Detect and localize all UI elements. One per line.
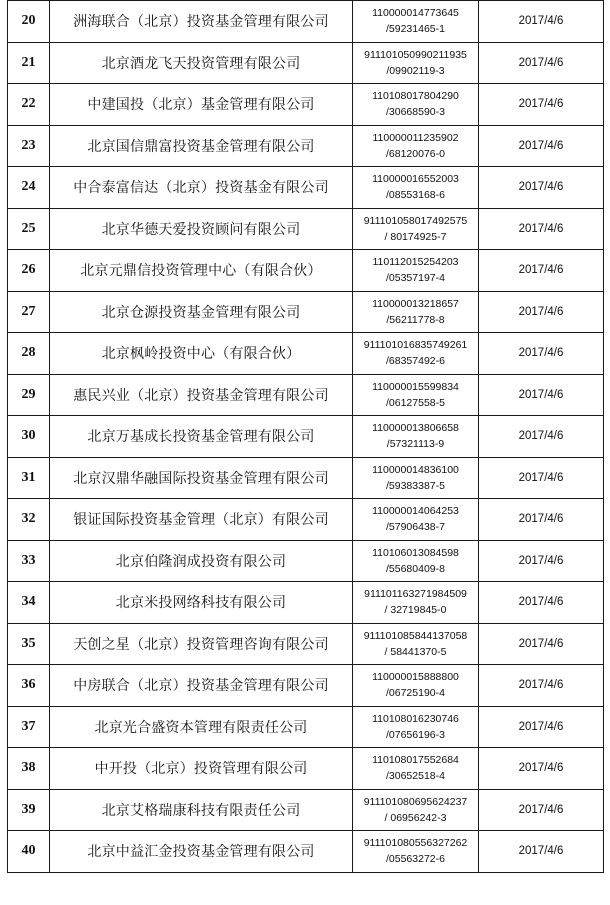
company-name: 北京中益汇金投资基金管理有限公司 xyxy=(50,831,353,873)
company-registry-sheet xyxy=(7,0,603,873)
company-name: 北京汉鼎华融国际投资基金管理有限公司 xyxy=(50,457,353,499)
organization-code: /55680409-8 xyxy=(386,562,445,575)
registration-code xyxy=(353,623,479,665)
table-row xyxy=(8,167,604,209)
registration-code xyxy=(353,84,479,126)
record-date: 2017/4/6 xyxy=(479,540,604,582)
registration-code xyxy=(353,540,479,582)
record-date: 2017/4/6 xyxy=(479,665,604,707)
registration-number: 110000011235902 xyxy=(372,131,459,144)
table-row xyxy=(8,540,604,582)
registration-number: 110108016230746 xyxy=(372,712,459,725)
table-row xyxy=(8,457,604,499)
organization-code: /07656196-3 xyxy=(386,728,445,741)
company-name: 北京伯隆润成投资有限公司 xyxy=(50,540,353,582)
row-number: 25 xyxy=(8,208,50,250)
record-date: 2017/4/6 xyxy=(479,623,604,665)
company-name: 中房联合（北京）投资基金管理有限公司 xyxy=(50,665,353,707)
company-name: 北京米投网络科技有限公司 xyxy=(50,582,353,624)
registration-code xyxy=(353,665,479,707)
company-name: 天创之星（北京）投资管理咨询有限公司 xyxy=(50,623,353,665)
company-name: 北京万基成长投资基金管理有限公司 xyxy=(50,416,353,458)
registration-code xyxy=(353,831,479,873)
registration-code xyxy=(353,1,479,43)
organization-code: /09902119-3 xyxy=(386,64,445,77)
row-number: 32 xyxy=(8,499,50,541)
row-number: 40 xyxy=(8,831,50,873)
organization-code: /59231465-1 xyxy=(386,23,445,36)
registration-code xyxy=(353,167,479,209)
table-row xyxy=(8,748,604,790)
table-row xyxy=(8,582,604,624)
registration-number: 110112015254203 xyxy=(372,256,459,269)
organization-code: /30668590-3 xyxy=(386,106,445,119)
record-date: 2017/4/6 xyxy=(479,748,604,790)
row-number: 31 xyxy=(8,457,50,499)
row-number: 21 xyxy=(8,42,50,84)
registration-code xyxy=(353,374,479,416)
organization-code: /56211778-8 xyxy=(386,313,445,326)
table-row xyxy=(8,84,604,126)
organization-code: /06725190-4 xyxy=(386,687,445,700)
record-date: 2017/4/6 xyxy=(479,789,604,831)
row-number: 28 xyxy=(8,333,50,375)
organization-code: /57321113-9 xyxy=(386,438,445,451)
organization-code: /05357197-4 xyxy=(386,272,445,285)
record-date: 2017/4/6 xyxy=(479,582,604,624)
organization-code: /08553168-6 xyxy=(386,189,445,202)
company-name: 中合泰富信达（北京）投资基金有限公司 xyxy=(50,167,353,209)
row-number: 20 xyxy=(8,1,50,43)
record-date: 2017/4/6 xyxy=(479,499,604,541)
organization-code: /59383387-5 xyxy=(386,479,445,492)
row-number: 27 xyxy=(8,291,50,333)
registration-code xyxy=(353,582,479,624)
company-name: 惠民兴业（北京）投资基金管理有限公司 xyxy=(50,374,353,416)
organization-code: /68120076-0 xyxy=(386,147,445,160)
record-date: 2017/4/6 xyxy=(479,250,604,292)
company-name: 北京酒龙飞天投资管理有限公司 xyxy=(50,42,353,84)
record-date: 2017/4/6 xyxy=(479,42,604,84)
record-date: 2017/4/6 xyxy=(479,706,604,748)
organization-code: / 06956242-3 xyxy=(384,811,447,824)
record-date: 2017/4/6 xyxy=(479,416,604,458)
registration-number: 911101085844137058 xyxy=(363,629,468,642)
company-name: 北京国信鼎富投资基金管理有限公司 xyxy=(50,125,353,167)
table-row xyxy=(8,291,604,333)
registration-number: 110000015888800 xyxy=(372,671,459,684)
company-name: 北京仓源投资基金管理有限公司 xyxy=(50,291,353,333)
table-row xyxy=(8,706,604,748)
registration-code xyxy=(353,748,479,790)
table-row xyxy=(8,789,604,831)
row-number: 35 xyxy=(8,623,50,665)
organization-code: /30652518-4 xyxy=(386,770,445,783)
registration-number: 110000013218657 xyxy=(372,297,459,310)
table-row xyxy=(8,416,604,458)
company-name: 中建国投（北京）基金管理有限公司 xyxy=(50,84,353,126)
company-name: 北京华德天爱投资顾问有限公司 xyxy=(50,208,353,250)
registration-code xyxy=(353,208,479,250)
registration-code xyxy=(353,42,479,84)
organization-code: / 80174925-7 xyxy=(384,230,447,243)
row-number: 34 xyxy=(8,582,50,624)
company-name: 北京枫岭投资中心（有限合伙） xyxy=(50,333,353,375)
organization-code: / 32719845-0 xyxy=(384,604,447,617)
registration-number: 110000015599834 xyxy=(372,380,459,393)
company-name: 银证国际投资基金管理（北京）有限公司 xyxy=(50,499,353,541)
registration-number: 110108017804290 xyxy=(372,90,459,103)
record-date: 2017/4/6 xyxy=(479,333,604,375)
row-number: 30 xyxy=(8,416,50,458)
registration-code xyxy=(353,706,479,748)
organization-code: /57906438-7 xyxy=(386,521,445,534)
table-row xyxy=(8,250,604,292)
record-date: 2017/4/6 xyxy=(479,291,604,333)
row-number: 38 xyxy=(8,748,50,790)
table-row xyxy=(8,623,604,665)
registration-number: 911101080695624237 xyxy=(363,795,468,808)
company-name: 中开投（北京）投资管理有限公司 xyxy=(50,748,353,790)
registration-number: 911101058017492575 xyxy=(363,214,468,227)
table-row xyxy=(8,831,604,873)
registration-number: 110000014836100 xyxy=(372,463,459,476)
row-number: 22 xyxy=(8,84,50,126)
row-number: 24 xyxy=(8,167,50,209)
company-name: 洲海联合（北京）投资基金管理有限公司 xyxy=(50,1,353,43)
registration-code xyxy=(353,416,479,458)
registration-code xyxy=(353,499,479,541)
record-date: 2017/4/6 xyxy=(479,831,604,873)
registration-number: 911101016835749261 xyxy=(363,339,468,352)
registration-number: 110000014773645 xyxy=(372,7,459,20)
table-row xyxy=(8,374,604,416)
registration-number: 911101080556327262 xyxy=(363,837,468,850)
record-date: 2017/4/6 xyxy=(479,167,604,209)
row-number: 39 xyxy=(8,789,50,831)
table-row xyxy=(8,1,604,43)
row-number: 26 xyxy=(8,250,50,292)
row-number: 23 xyxy=(8,125,50,167)
table-row xyxy=(8,125,604,167)
registration-number: 911101050990211935 xyxy=(364,48,467,61)
organization-code: /68357492-6 xyxy=(386,355,445,368)
registration-number: 911101163271984509 xyxy=(364,588,467,601)
row-number: 37 xyxy=(8,706,50,748)
row-number: 33 xyxy=(8,540,50,582)
registration-code xyxy=(353,250,479,292)
record-date: 2017/4/6 xyxy=(479,208,604,250)
registry-table-body xyxy=(8,1,604,873)
company-name: 北京艾格瑞康科技有限责任公司 xyxy=(50,789,353,831)
row-number: 36 xyxy=(8,665,50,707)
organization-code: /05563272-6 xyxy=(386,853,445,866)
table-row xyxy=(8,333,604,375)
registration-number: 110000014064253 xyxy=(372,505,459,518)
company-registry-table xyxy=(7,0,604,873)
registration-code xyxy=(353,333,479,375)
record-date: 2017/4/6 xyxy=(479,84,604,126)
company-name: 北京光合盛资本管理有限责任公司 xyxy=(50,706,353,748)
record-date: 2017/4/6 xyxy=(479,125,604,167)
registration-code xyxy=(353,457,479,499)
registration-number: 110108017552684 xyxy=(372,754,459,767)
organization-code: /06127558-5 xyxy=(386,396,445,409)
table-row xyxy=(8,665,604,707)
row-number: 29 xyxy=(8,374,50,416)
record-date: 2017/4/6 xyxy=(479,374,604,416)
registration-number: 110000016552003 xyxy=(372,173,459,186)
table-row xyxy=(8,499,604,541)
record-date: 2017/4/6 xyxy=(479,1,604,43)
registration-code xyxy=(353,125,479,167)
registration-number: 110106013084598 xyxy=(372,546,459,559)
table-row xyxy=(8,208,604,250)
record-date: 2017/4/6 xyxy=(479,457,604,499)
table-row xyxy=(8,42,604,84)
registration-number: 110000013806658 xyxy=(372,422,459,435)
organization-code: / 58441370-5 xyxy=(384,645,447,658)
registration-code xyxy=(353,789,479,831)
company-name: 北京元鼎信投资管理中心（有限合伙） xyxy=(50,250,353,292)
registration-code xyxy=(353,291,479,333)
